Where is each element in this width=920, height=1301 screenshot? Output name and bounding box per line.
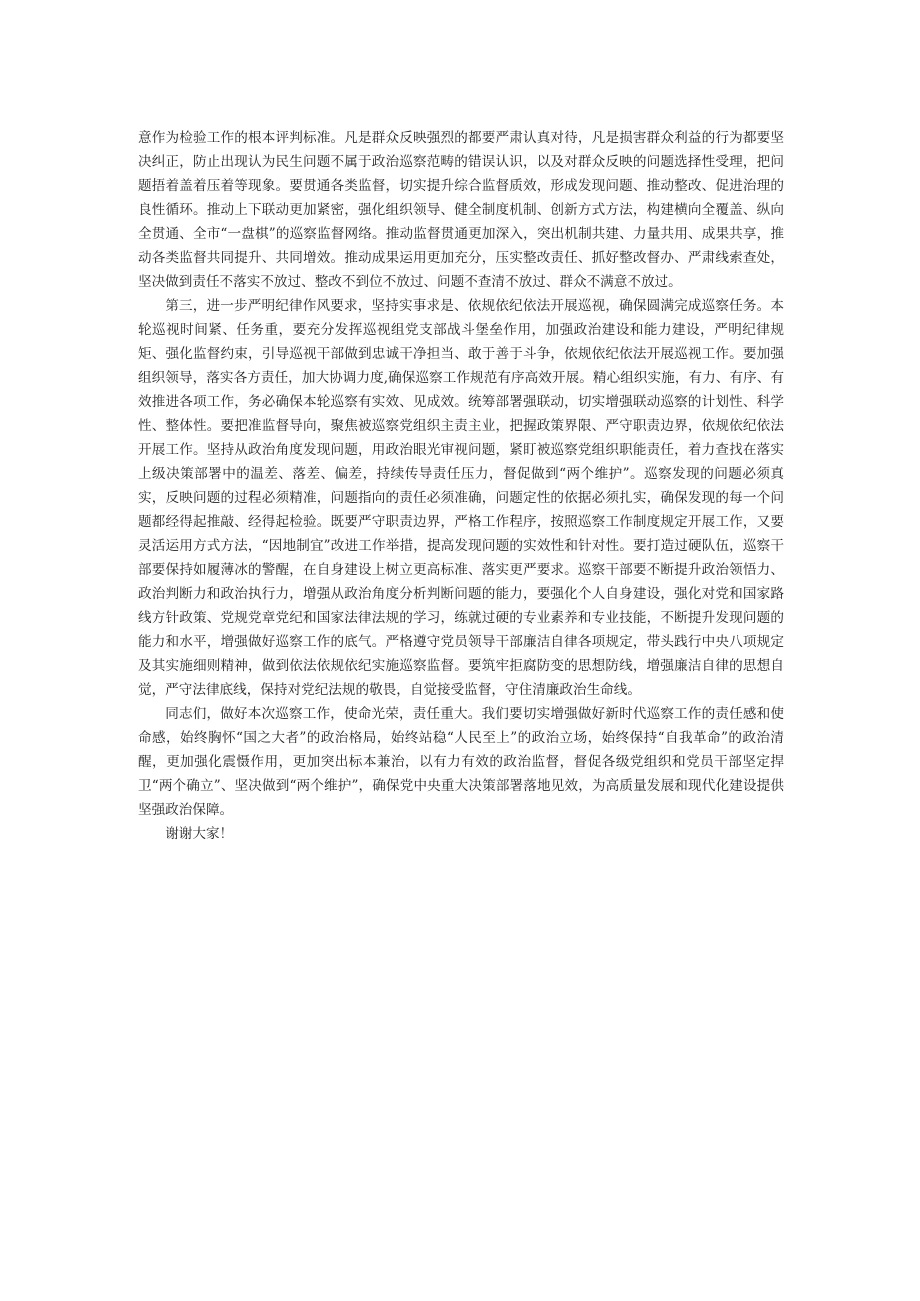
paragraph-closing: 同志们，做好本次巡察工作，使命光荣，责任重大。我们要切实增强做好新时代巡察工作的责任感和使命感，始终胸怀“国之大者”的政治格局，始终站稳“人民至上”的政治立场，始终保持“自我革命”的政治清醒，更加强化震慑作用，更加突出标本兼治，以有力有效的政治监督，督促各级党组织和党员干部坚定捍卫“两个确立”、坚决做到“两个维护”，确保党中央重大决策部署落地见效，为高质量发展和现代化建设提供坚强政治保障。	[138, 706, 784, 818]
paragraph-thanks: 谢谢大家！	[165, 826, 234, 842]
paragraph-continuation: 意作为检验工作的根本评判标准。凡是群众反映强烈的都要严肃认真对待，凡是损害群众利益的行为都要坚决纠正，防止出现认为民生问题不属于政治巡察范畴的错误认识，以及对群众反映的问题选择性受理，把问题捂着盖着压着等现象。要贯通各类监督，切实提升综合监督质效，形成发现问题、推动整改、促进治理的良性循环。推动上下联动更加紧密，强化组织领导、健全制度机制、创新方式方法，构建横向全覆盖、纵向全贯通、全市“一盘棋”的巡察监督网络。推动监督贯通更加深入，突出机制共建、力量共用、成果共享，推动各类监督共同提升、共同增效。推动成果运用更加充分，压实整改责任、抓好整改督办、严肃线索查处，坚决做到责任不落实不放过、整改不到位不放过、问题不查清不放过、群众不满意不放过。	[138, 130, 784, 290]
paragraph-third-point: 第三，进一步严明纪律作风要求，坚持实事求是、依规依纪依法开展巡视，确保圆满完成巡察任务。本轮巡视时间紧、任务重，要充分发挥巡视组党支部战斗堡垒作用，加强政治建设和能力建设，严明纪律规矩、强化监督约束，引导巡视干部做到忠诚干净担当、敢于善于斗争，依规依纪依法开展巡视工作。要加强组织领导，落实各方责任，加大协调力度,确保巡察工作规范有序高效开展。精心组织实施，有力、有序、有效推进各项工作，务必确保本轮巡察有实效、见成效。统筹部署强联动，切实增强联动巡察的计划性、科学性、整体性。要把准监督导向，聚焦被巡察党组织主责主业，把握政策界限、严守职责边界，依规依纪依法开展工作。坚持从政治角度发现问题，用政治眼光审视问题，紧盯被巡察党组织职能责任，着力查找在落实上级决策部署中的温差、落差、偏差，持续传导责任压力，督促做到“两个维护”。巡察发现的问题必须真实，反映问题的过程必须精准，问题指向的责任必须准确，问题定性的依据必须扎实，确保发现的每一个问题都经得起推敲、经得起检验。既要严守职责边界，严格工作程序，按照巡察工作制度规定开展工作，又要灵活运用方式方法，“因地制宜”改进工作举措，提高发现问题的实效性和针对性。要打造过硬队伍，巡察干部要保持如履薄冰的警醒，在自身建设上树立更高标准、落实更严要求。巡察干部要不断提升政治领悟力、政治判断力和政治执行力，增强从政治角度分析判断问题的能力，要强化个人自身建设，强化对党和国家路线方针政策、党规党章党纪和国家法律法规的学习，练就过硬的专业素养和专业技能，不断提升发现问题的能力和水平，增强做好巡察工作的底气。严格遵守党员领导干部廉洁自律各项规定，带头践行中央八项规定及其实施细则精神，做到依法依规依纪实施巡察监督。要筑牢拒腐防变的思想防线，增强廉洁自律的思想自觉，严守法律底线，保持对党纪法规的敬畏，自觉接受监督，守住清廉政治生命线。	[138, 298, 784, 698]
document-body	[138, 126, 784, 846]
